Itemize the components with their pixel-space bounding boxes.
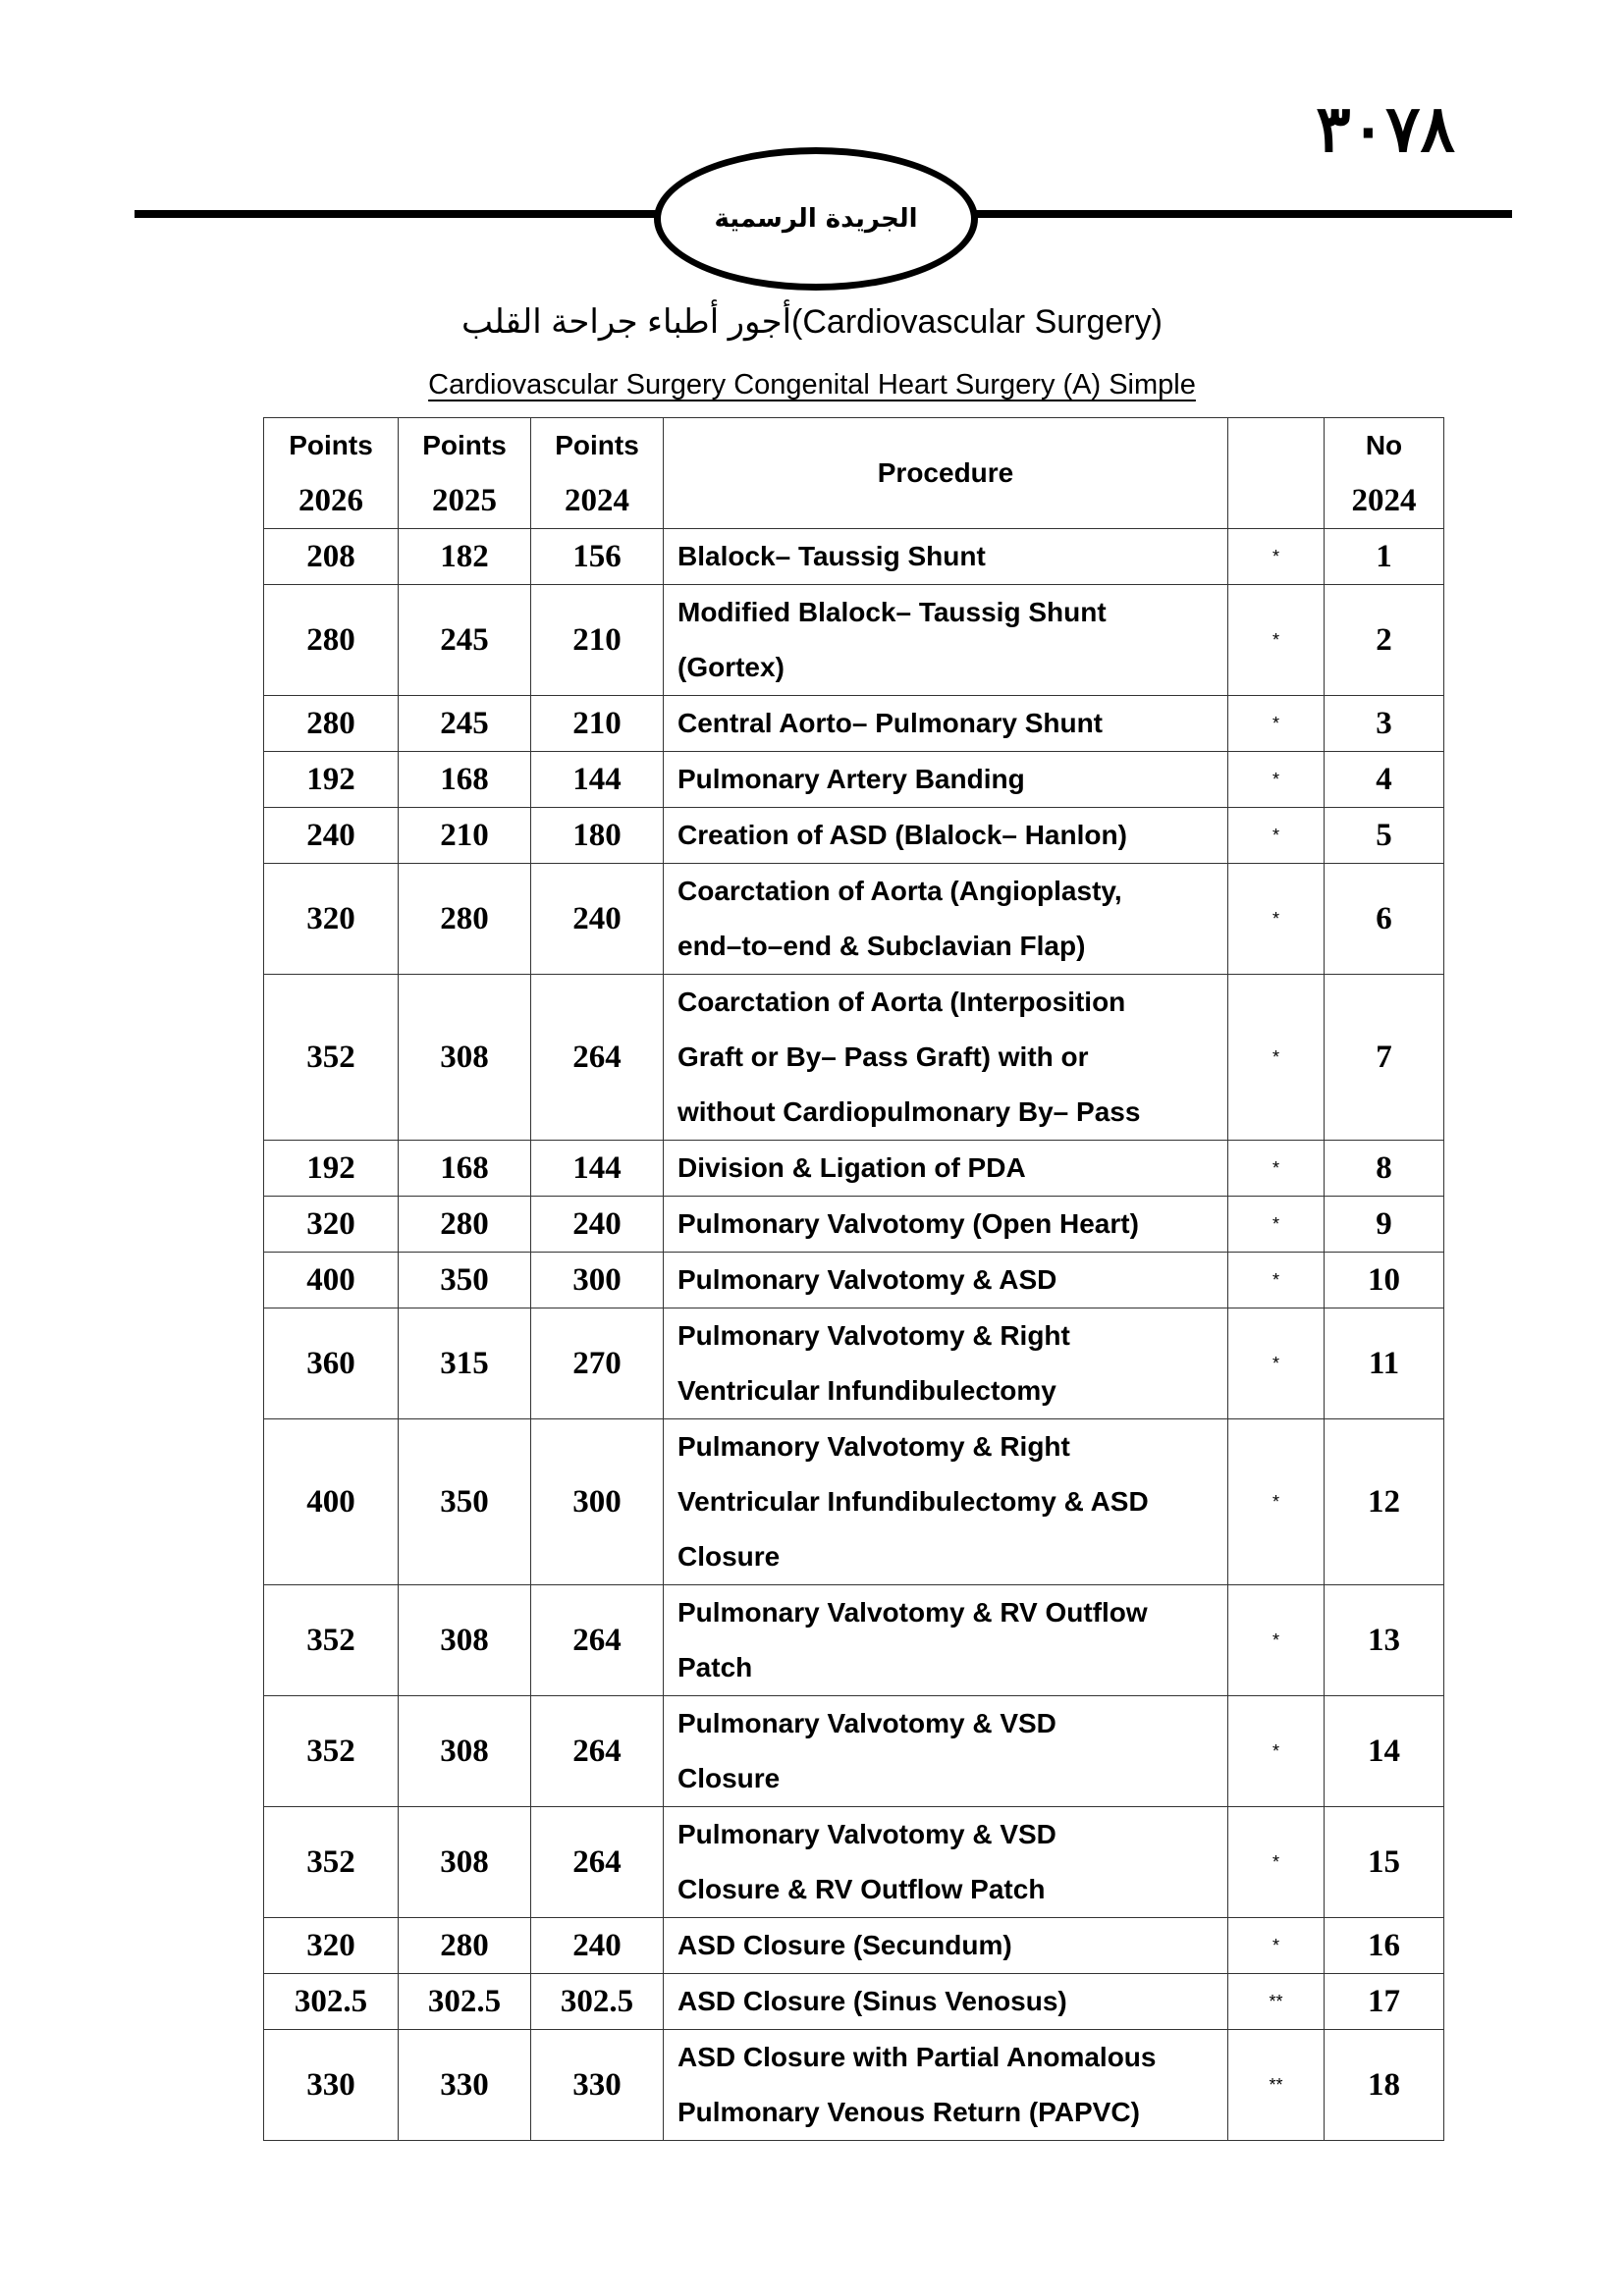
points-2024-cell: 300: [531, 1419, 664, 1585]
table-row: [264, 1253, 1444, 1308]
points-2024-cell: 240: [531, 1918, 664, 1974]
points-2025-cell: 168: [399, 752, 531, 808]
mark-cell: *: [1228, 1585, 1325, 1696]
points-2025-cell: 330: [399, 2030, 531, 2141]
mark-cell: *: [1228, 1696, 1325, 1807]
number-cell: 6: [1325, 864, 1444, 975]
procedure-line: Closure: [677, 1763, 781, 1793]
procedure-line: (Gortex): [677, 652, 785, 682]
mark-cell: **: [1228, 2030, 1325, 2141]
procedure-cell: [664, 1918, 1228, 1974]
table-row: [264, 1419, 1444, 1585]
points-2025-cell: 315: [399, 1308, 531, 1419]
procedure-cell: [664, 1974, 1228, 2030]
points-2025-cell: 182: [399, 529, 531, 585]
header-no: No 2024: [1325, 418, 1444, 529]
table-row: [264, 1308, 1444, 1419]
gazette-emblem: [654, 147, 978, 291]
points-2026-cell: 400: [264, 1419, 399, 1585]
mark-cell: *: [1228, 1807, 1325, 1918]
number-cell: 8: [1325, 1141, 1444, 1197]
points-2024-cell: 210: [531, 585, 664, 696]
procedure-line: ASD Closure (Sinus Venosus): [677, 1986, 1067, 2016]
mark-cell: *: [1228, 864, 1325, 975]
header-points-2024: Points 2024: [531, 418, 664, 529]
procedure-cell: [664, 1419, 1228, 1585]
points-2024-cell: 264: [531, 975, 664, 1141]
points-2024-cell: 270: [531, 1308, 664, 1419]
procedure-cell: [664, 585, 1228, 696]
points-2024-cell: 210: [531, 696, 664, 752]
table-row: [264, 752, 1444, 808]
points-2024-cell: 300: [531, 1253, 664, 1308]
procedure-line: Pulmanory Valvotomy & Right: [677, 1431, 1070, 1462]
number-cell: 14: [1325, 1696, 1444, 1807]
header-points-2025: Points 2025: [399, 418, 531, 529]
points-2025-cell: 245: [399, 696, 531, 752]
points-2024-cell: 144: [531, 1141, 664, 1197]
table-row: [264, 696, 1444, 752]
points-2026-cell: 352: [264, 1585, 399, 1696]
table-row: [264, 529, 1444, 585]
procedure-cell: [664, 2030, 1228, 2141]
points-2025-cell: 308: [399, 1696, 531, 1807]
procedure-line: ASD Closure with Partial Anomalous: [677, 2042, 1157, 2072]
subtitle-text: Cardiovascular Surgery Congenital Heart Surgery (A) Simple: [428, 369, 1196, 400]
procedure-line: Ventricular Infundibulectomy: [677, 1375, 1056, 1406]
number-cell: 5: [1325, 808, 1444, 864]
fees-table: [263, 417, 1444, 2141]
procedure-line: Creation of ASD (Blalock– Hanlon): [677, 820, 1127, 850]
procedure-cell: [664, 1308, 1228, 1419]
procedure-line: Blalock– Taussig Shunt: [677, 541, 986, 571]
points-2026-cell: 320: [264, 864, 399, 975]
procedure-line: Graft or By– Pass Graft) with or: [677, 1041, 1089, 1072]
procedure-cell: [664, 808, 1228, 864]
procedure-line: Closure & RV Outflow Patch: [677, 1874, 1046, 1904]
header-points-2026: Points 2026: [264, 418, 399, 529]
procedure-line: without Cardiopulmonary By– Pass: [677, 1096, 1141, 1127]
points-2025-cell: 280: [399, 864, 531, 975]
header-mark: [1228, 418, 1325, 529]
points-2025-cell: 308: [399, 1807, 531, 1918]
points-2024-cell: 330: [531, 2030, 664, 2141]
table-row: [264, 808, 1444, 864]
procedure-cell: [664, 1585, 1228, 1696]
number-cell: 3: [1325, 696, 1444, 752]
table-row: [264, 975, 1444, 1141]
mark-cell: *: [1228, 1419, 1325, 1585]
number-cell: 9: [1325, 1197, 1444, 1253]
number-cell: 16: [1325, 1918, 1444, 1974]
number-cell: 7: [1325, 975, 1444, 1141]
points-2024-cell: 264: [531, 1807, 664, 1918]
points-2025-cell: 308: [399, 1585, 531, 1696]
procedure-cell: [664, 696, 1228, 752]
mark-cell: *: [1228, 529, 1325, 585]
procedure-line: Pulmonary Valvotomy & ASD: [677, 1264, 1057, 1295]
points-2026-cell: 240: [264, 808, 399, 864]
points-2025-cell: 210: [399, 808, 531, 864]
points-2026-cell: 192: [264, 1141, 399, 1197]
number-cell: 17: [1325, 1974, 1444, 2030]
procedure-line: Patch: [677, 1652, 753, 1682]
points-2026-cell: 280: [264, 696, 399, 752]
points-2026-cell: 208: [264, 529, 399, 585]
number-cell: 2: [1325, 585, 1444, 696]
points-2026-cell: 360: [264, 1308, 399, 1419]
points-2025-cell: 308: [399, 975, 531, 1141]
procedure-line: Coarctation of Aorta (Interposition: [677, 987, 1126, 1017]
number-cell: 1: [1325, 529, 1444, 585]
mark-cell: *: [1228, 696, 1325, 752]
procedure-cell: [664, 1197, 1228, 1253]
points-2024-cell: 240: [531, 864, 664, 975]
procedure-line: Modified Blalock– Taussig Shunt: [677, 597, 1107, 627]
table-row: [264, 1197, 1444, 1253]
points-2026-cell: 352: [264, 1807, 399, 1918]
points-2026-cell: 400: [264, 1253, 399, 1308]
table-row: [264, 1918, 1444, 1974]
procedure-cell: [664, 752, 1228, 808]
procedure-line: Pulmonary Valvotomy & RV Outflow: [677, 1597, 1148, 1628]
procedure-cell: [664, 1141, 1228, 1197]
mark-cell: *: [1228, 1918, 1325, 1974]
number-cell: 15: [1325, 1807, 1444, 1918]
procedure-line: Pulmonary Artery Banding: [677, 764, 1025, 794]
points-2026-cell: 352: [264, 975, 399, 1141]
procedure-line: Pulmonary Venous Return (PAPVC): [677, 2097, 1140, 2127]
points-2025-cell: 245: [399, 585, 531, 696]
procedure-cell: [664, 529, 1228, 585]
mark-cell: *: [1228, 975, 1325, 1141]
number-cell: 18: [1325, 2030, 1444, 2141]
mark-cell: *: [1228, 1308, 1325, 1419]
table-row: [264, 2030, 1444, 2141]
points-2026-cell: 302.5: [264, 1974, 399, 2030]
procedure-line: Central Aorto– Pulmonary Shunt: [677, 708, 1104, 738]
mark-cell: *: [1228, 752, 1325, 808]
table-row: [264, 1807, 1444, 1918]
points-2024-cell: 264: [531, 1585, 664, 1696]
procedure-line: Pulmonary Valvotomy & VSD: [677, 1708, 1056, 1738]
points-2026-cell: 192: [264, 752, 399, 808]
mark-cell: *: [1228, 1141, 1325, 1197]
procedure-cell: [664, 864, 1228, 975]
points-2026-cell: 330: [264, 2030, 399, 2141]
points-2024-cell: 240: [531, 1197, 664, 1253]
procedure-line: Pulmonary Valvotomy & Right: [677, 1320, 1070, 1351]
number-cell: 13: [1325, 1585, 1444, 1696]
procedure-cell: [664, 1807, 1228, 1918]
procedure-cell: [664, 975, 1228, 1141]
points-2024-cell: 144: [531, 752, 664, 808]
points-2026-cell: 320: [264, 1197, 399, 1253]
table-row: [264, 1585, 1444, 1696]
points-2025-cell: 350: [399, 1419, 531, 1585]
procedure-line: end–to–end & Subclavian Flap): [677, 931, 1086, 961]
mark-cell: *: [1228, 585, 1325, 696]
procedure-line: Pulmonary Valvotomy & VSD: [677, 1819, 1056, 1849]
points-2024-cell: 180: [531, 808, 664, 864]
page-title: أجور أطباء جراحة القلب(Cardiovascular Surgery): [461, 303, 1163, 341]
mark-cell: **: [1228, 1974, 1325, 2030]
page-number: ٣٠٧٨: [1316, 90, 1455, 167]
points-2025-cell: 280: [399, 1197, 531, 1253]
table-row: [264, 585, 1444, 696]
points-2024-cell: 302.5: [531, 1974, 664, 2030]
points-2025-cell: 280: [399, 1918, 531, 1974]
mark-cell: *: [1228, 808, 1325, 864]
procedure-line: Ventricular Infundibulectomy & ASD: [677, 1486, 1149, 1517]
procedure-line: Coarctation of Aorta (Angioplasty,: [677, 876, 1122, 906]
procedure-line: ASD Closure (Secundum): [677, 1930, 1012, 1960]
number-cell: 4: [1325, 752, 1444, 808]
points-2025-cell: 350: [399, 1253, 531, 1308]
table-row: [264, 1141, 1444, 1197]
header-procedure: Procedure: [664, 418, 1228, 529]
mark-cell: *: [1228, 1253, 1325, 1308]
table-row: [264, 1696, 1444, 1807]
points-2025-cell: 168: [399, 1141, 531, 1197]
procedure-line: Pulmonary Valvotomy (Open Heart): [677, 1208, 1139, 1239]
procedure-line: Division & Ligation of PDA: [677, 1152, 1026, 1183]
procedure-cell: [664, 1696, 1228, 1807]
gazette-name: الجريدة الرسمية: [714, 204, 918, 234]
points-2026-cell: 352: [264, 1696, 399, 1807]
points-2024-cell: 156: [531, 529, 664, 585]
procedure-line: Closure: [677, 1541, 781, 1572]
mark-cell: *: [1228, 1197, 1325, 1253]
number-cell: 11: [1325, 1308, 1444, 1419]
points-2025-cell: 302.5: [399, 1974, 531, 2030]
table-row: [264, 864, 1444, 975]
number-cell: 10: [1325, 1253, 1444, 1308]
table-header-row: [264, 418, 1444, 529]
procedure-cell: [664, 1253, 1228, 1308]
points-2024-cell: 264: [531, 1696, 664, 1807]
number-cell: 12: [1325, 1419, 1444, 1585]
page-subtitle: [0, 369, 1624, 401]
points-2026-cell: 320: [264, 1918, 399, 1974]
points-2026-cell: 280: [264, 585, 399, 696]
table-row: [264, 1974, 1444, 2030]
